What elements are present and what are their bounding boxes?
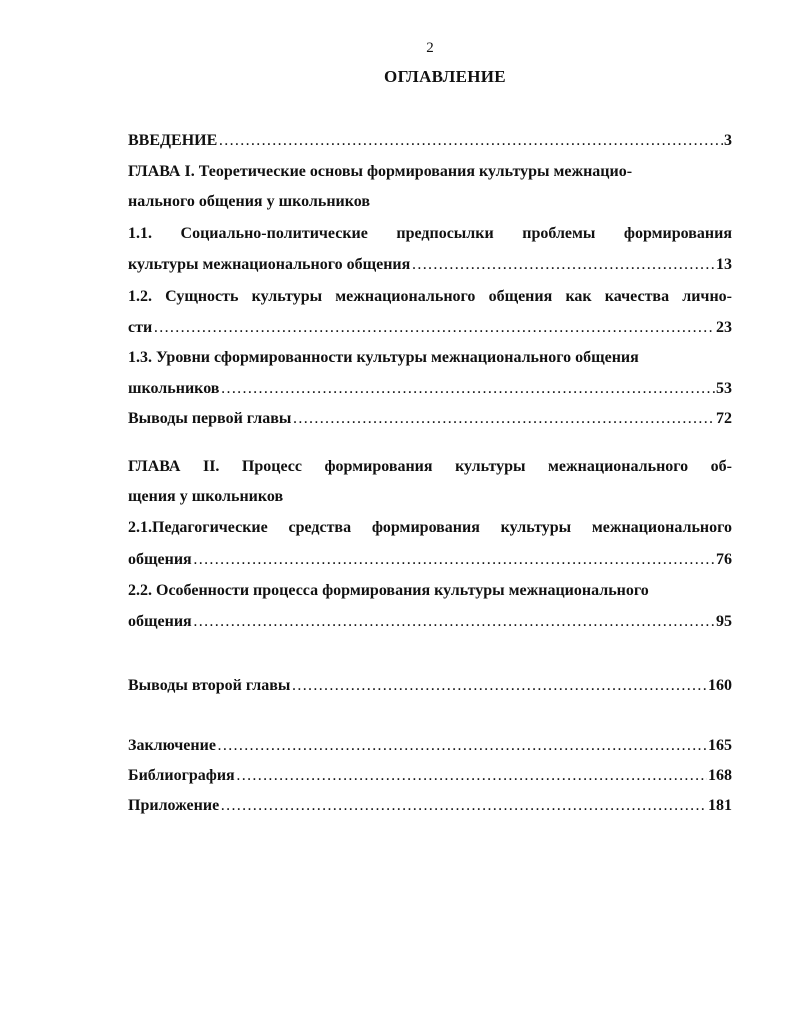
toc-entry-text: Выводы первой главы [128, 410, 292, 427]
toc-line [128, 255, 732, 275]
toc-line [128, 676, 732, 696]
toc-line [128, 131, 732, 151]
toc-entry-text: общения [128, 613, 192, 630]
dot-leader [220, 796, 707, 816]
toc-page-number: 3 [724, 132, 732, 149]
toc-line: 1.1. Социально-политические предпосылки проблемы формирования [128, 225, 732, 242]
dot-leader [220, 379, 715, 399]
toc-entry-text: сти [128, 319, 153, 336]
toc-page-number: 23 [716, 319, 732, 336]
toc-line: ГЛАВА I. Теоретические основы формирования культуры межнацио- [128, 163, 633, 180]
toc-line: 1.3. Уровни сформированности культуры межнационального общения [128, 349, 639, 366]
toc-line: 1.2. Сущность культуры межнационального общения как качества лично- [128, 288, 732, 305]
toc-line: 2.1.Педагогические средства формирования культуры межнационального [128, 519, 732, 536]
toc-page-number: 13 [716, 256, 732, 273]
dot-leader [292, 409, 715, 429]
dot-leader [411, 255, 715, 275]
toc-entry-text: Заключение [128, 737, 216, 754]
toc-line: щения у школьников [128, 488, 284, 505]
toc-line [128, 796, 732, 816]
toc-line [128, 736, 732, 756]
toc-entry-text: общения [128, 551, 192, 568]
toc-page-number: 165 [708, 737, 732, 754]
toc-page-number: 76 [716, 551, 732, 568]
toc-line [128, 318, 732, 338]
toc-entry-text: Приложение [128, 797, 220, 814]
page-number: 2 [426, 40, 434, 56]
toc-line [128, 379, 732, 399]
toc-entry-text: Выводы второй главы [128, 677, 291, 694]
toc-entry-text: школьников [128, 380, 220, 397]
toc-line [128, 766, 732, 786]
toc-page-number: 53 [716, 380, 732, 397]
toc-line: 2.2. Особенности процесса формирования культуры межнационального [128, 582, 649, 599]
toc-page-number: 72 [716, 410, 732, 427]
toc-entry-text: культуры межнационального общения [128, 256, 411, 273]
dot-leader [193, 550, 715, 570]
toc-line: нального общения у школьников [128, 193, 371, 210]
dot-leader [153, 318, 715, 338]
toc-line: ГЛАВА II. Процесс формирования культуры межнационального об- [128, 458, 732, 475]
toc-line [128, 550, 732, 570]
toc-entry-text: ВВЕДЕНИЕ [128, 132, 218, 149]
toc-page-number: 181 [708, 797, 732, 814]
dot-leader [218, 131, 723, 151]
dot-leader [217, 736, 707, 756]
toc-line [128, 409, 732, 429]
dot-leader [236, 766, 707, 786]
dot-leader [291, 676, 707, 696]
dot-leader [193, 612, 715, 632]
toc-page-number: 95 [716, 613, 732, 630]
toc-line [128, 612, 732, 632]
toc-title: ОГЛАВЛЕНИЕ [384, 67, 506, 86]
toc-entry-text: Библиография [128, 767, 235, 784]
toc-page-number: 168 [708, 767, 732, 784]
toc-page-number: 160 [708, 677, 732, 694]
